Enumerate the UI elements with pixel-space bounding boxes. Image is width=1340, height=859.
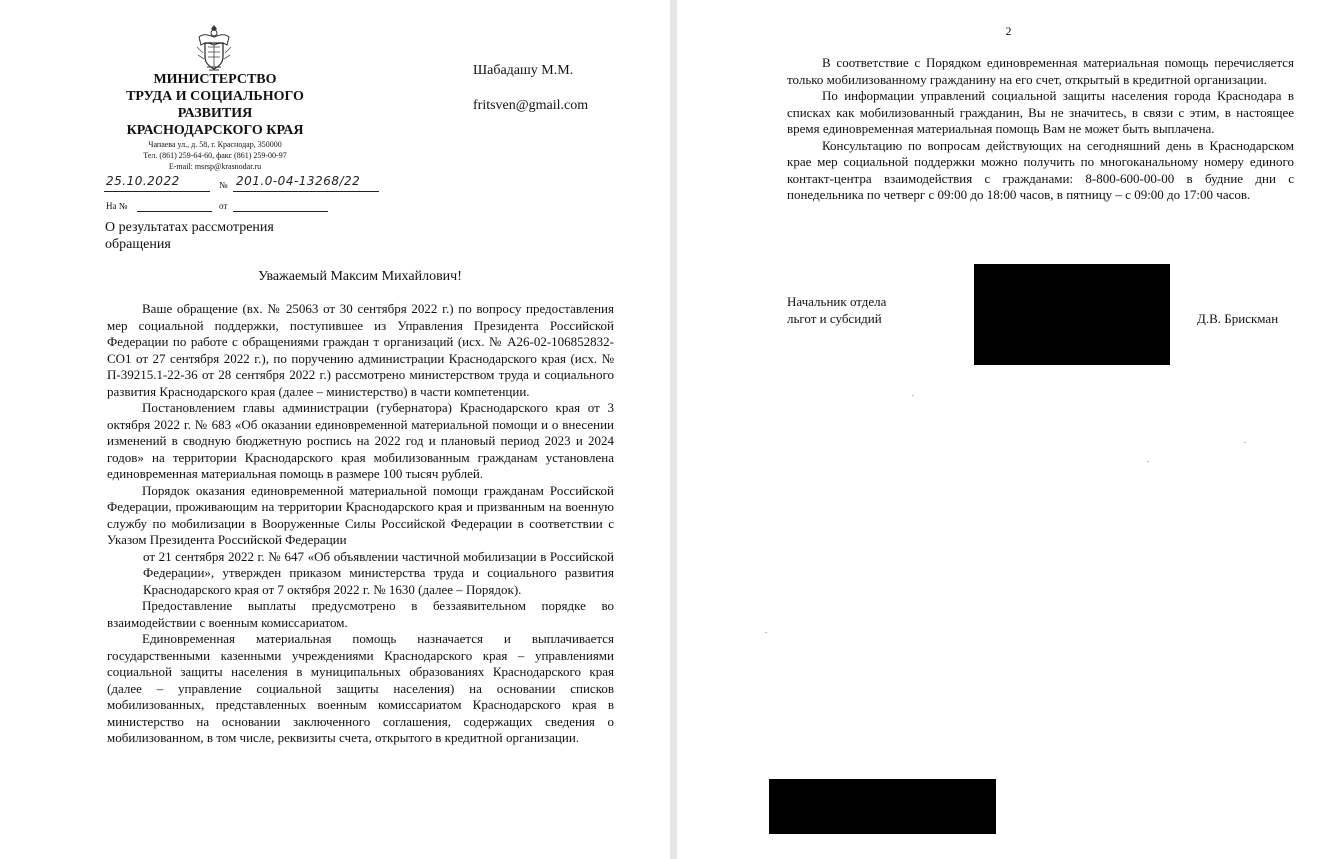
body-paragraph: В соответствие с Порядком единовременная материальная помощь перечисляется только мобилизованному гражданину на его счет, открытый в кредитной организации.	[787, 55, 1294, 87]
redacted-signature	[974, 264, 1170, 365]
body-paragraph: Постановлением главы администрации (губернатора) Краснодарского края от 3 октября 2022 г. № 683 «Об оказании единовременной материальной помощи и о внесении изменений в сводную бюджетную роспись на 2022 год и плановый период 2023 и 2024 годов» на территории Краснодарского края мобилизованным гражданам установлена единовременная материальная помощь в размере 100 тысяч рублей.	[107, 400, 614, 481]
letter-page-2	[677, 0, 1340, 859]
registration-number: 201.0-04-13268/22	[236, 174, 361, 188]
ministry-contacts	[100, 139, 330, 172]
signatory-title-line: Начальник отдела	[787, 294, 887, 309]
page-number: 2	[1005, 24, 1012, 38]
ministry-name-line: ТРУДА И СОЦИАЛЬНОГО	[126, 89, 304, 104]
body-paragraph: Предоставление выплаты предусмотрено в беззаявительном порядке во взаимодействии с военным комиссариатом.	[107, 598, 614, 630]
ministry-name-line: РАЗВИТИЯ	[177, 106, 253, 121]
body-paragraph: Единовременная материальная помощь назначается и выплачивается государственными казенными учреждениями Краснодарского края – управлениями социальной защиты населения в муниципальных образованиях Краснодарского края (далее – управление социальной защиты населения) на основании списков мобилизованных, представленных военным комиссариатом Краснодарского края в министерство на основании заключенного соглашения, содержащих сведения о мобилизованном, в том числе, реквизиты счета, открытого в кредитной организации.	[107, 631, 614, 745]
registration-number-label: №	[219, 180, 228, 190]
signatory-name: Д.В. Брискман	[1197, 311, 1279, 326]
letter-body-page-2	[787, 55, 1294, 204]
recipient-email: fritsven@gmail.com	[473, 98, 589, 113]
body-paragraph: Порядок оказания единовременной материальной помощи гражданам Российской Федерации, проживающим на территории Краснодарского края и призванным на военную службу по мобилизации в Вооруженные Силы Российской Федерации в соответствии с Указом Президента Российской Федерации	[107, 482, 614, 547]
signatory-title-line: льгот и субсидий	[787, 311, 882, 326]
ministry-name-line: КРАСНОДАРСКОГО КРАЯ	[126, 123, 304, 138]
letter-body-page-1	[107, 301, 614, 747]
signatory-title	[787, 293, 886, 327]
ministry-name	[100, 71, 330, 139]
body-paragraph: Ваше обращение (вх. № 25063 от 30 сентября 2022 г.) по вопросу предоставления мер социальной поддержки, поступившее из Управления Президента Российской Федерации по работе с обращениями граждан т организаций (исх. № А26-02-106852832-СО1 от 27 сентября 2022 г.), по поручению администрации Краснодарского края (исх. № П-39215.1-22-36 от 28 сентября 2022 г.) рассмотрено министерством труда и социального развития Краснодарского края (далее – министерство) в части компетенции.	[107, 301, 614, 399]
letter-topic-line: обращения	[105, 237, 171, 252]
ministry-email: E-mail: msrsp@krasnodar.ru	[168, 162, 262, 171]
body-paragraph: Консультацию по вопросам действующих на сегодняшний день в Краснодарском крае мер социальной поддержки можно получить по многоканальному номеру единого контакт-центра взаимодействия с гражданами: 8-800-600-00-00 в будние дни с понедельника по четверг с 09:00 до 18:00 часов, в пятницу – с 09:00 до 17:00 часов.	[787, 137, 1294, 202]
ministry-name-line: МИНИСТЕРСТВО	[153, 72, 277, 87]
letter-topic-line: О результатах рассмотрения	[105, 220, 274, 235]
ministry-address: Чапаева ул., д. 58, г. Краснодар, 350000	[148, 140, 282, 149]
coat-of-arms-icon	[193, 23, 235, 73]
body-paragraph: от 21 сентября 2022 г. № 647 «Об объявлении частичной мобилизации в Российской Федерации», утвержден приказом министерства труда и социального развития Краснодарского края от 7 октября 2022 г. № 1630 (далее – Порядок).	[143, 548, 614, 597]
redacted-block	[769, 779, 996, 834]
letter-topic	[105, 219, 274, 253]
body-paragraph: По информации управлений социальной защиты населения города Краснодара в списках как мобилизованный гражданин, Вы не значитесь, в связи с этим, в настоящее время единовременная материальная помощь Вам не может быть выплачена.	[787, 88, 1294, 136]
registration-date: 25.10.2022	[106, 174, 180, 188]
reference-date-label: от	[219, 201, 228, 211]
ministry-phone-fax: Тел. (861) 259-64-60, факс (861) 259-00-97	[143, 151, 287, 160]
reference-number-label: На №	[106, 201, 128, 211]
recipient-name: Шабадашу М.М.	[473, 63, 574, 78]
greeting: Уважаемый Максим Михайлович!	[258, 269, 462, 284]
